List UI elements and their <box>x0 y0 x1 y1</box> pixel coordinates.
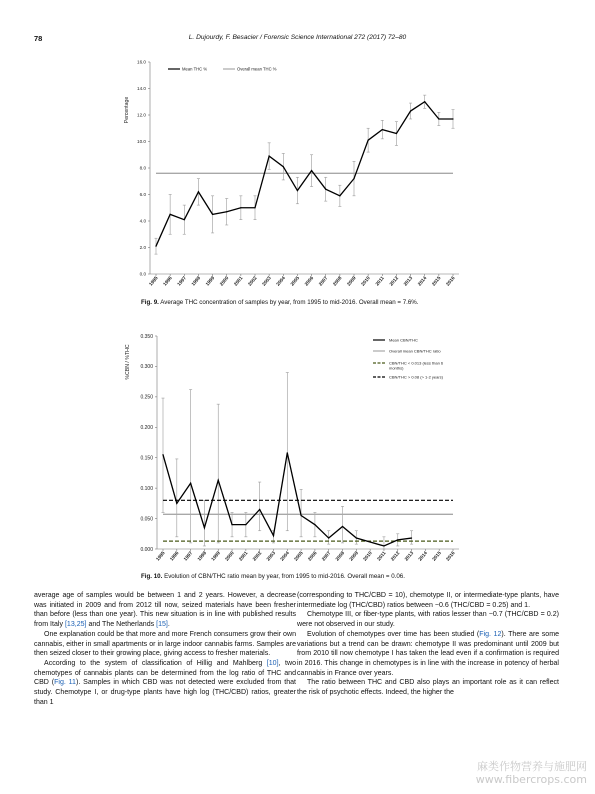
figure-9-caption-text: Average THC concentration of samples by year, from 1995 to mid-2016. Overall mean = 7.6%. <box>160 299 419 306</box>
x-tick-label: 1996 <box>169 551 181 563</box>
x-tick-label: 2013 <box>404 551 416 563</box>
x-tick-label: 2007 <box>321 551 333 563</box>
y-tick-label: 16.0 <box>137 59 146 65</box>
data-point <box>339 195 340 196</box>
y-tick-label: 10.0 <box>137 139 146 145</box>
data-point <box>269 155 270 156</box>
y-tick-label: 0.150 <box>140 455 153 462</box>
x-tick-label: 2012 <box>389 276 400 288</box>
running-title: L. Dujourdy, F. Besacier / Forensic Science International 272 (2017) 72–80 <box>188 34 407 41</box>
legend-label: CBN/THC < 0.013 (less than 6 months) <box>389 360 444 371</box>
x-tick-label: 2014 <box>418 551 429 563</box>
paragraph <box>34 659 296 708</box>
data-point <box>311 170 312 171</box>
x-tick-label: 2005 <box>293 551 305 563</box>
legend-label: Mean THC % <box>182 66 208 72</box>
x-tick-label: 1998 <box>191 276 202 288</box>
watermark-line-1: 麻类作物营养与施肥网 <box>477 760 587 773</box>
data-point <box>170 214 171 215</box>
data-point <box>410 110 411 111</box>
paragraph-text: (corresponding to THC/CBD = 10), chemotype II, or intermediate-type plants, have intermediate log (THC/CBD) ratios between −0.6 (THC/CBD = 0.25) and 1. <box>297 592 559 609</box>
watermark <box>437 760 587 786</box>
y-tick-label: 0.300 <box>140 364 153 371</box>
y-tick-label: 12.0 <box>137 112 146 118</box>
figure-10-label: Fig. 10. <box>141 573 163 580</box>
paragraph-text: average age of samples would be between 1 and 2 years. However, a decrease was initiated in 2009 and from 2012 till now, seized materials have been fresher than before (less than one year). This new situation is in line with published results from Italy <box>34 592 296 629</box>
x-tick-label: 2015 <box>432 551 443 563</box>
x-tick-label: 2007 <box>318 276 330 288</box>
paragraph-text: ). Samples in which CBD was not detected were excluded from that study. Chemotype I, or drug-type plants have high log (THC/CBD) ratios, greater than 1 <box>34 679 296 706</box>
x-tick-label: 1997 <box>177 276 188 288</box>
data-point <box>325 189 326 190</box>
figure-9-caption <box>141 299 419 306</box>
data-point <box>226 211 227 212</box>
citation-link[interactable]: [10] <box>266 659 279 667</box>
x-tick-label: 1996 <box>162 276 174 288</box>
y-tick-label: 0.200 <box>140 425 153 432</box>
y-tick-label: 14.0 <box>137 86 146 92</box>
x-tick-label: 2011 <box>376 551 388 563</box>
x-tick-label: 2000 <box>224 551 236 563</box>
data-point <box>297 190 298 191</box>
citation-link[interactable]: Fig. 12 <box>479 630 502 638</box>
y-tick-label: 0.250 <box>140 394 153 401</box>
x-tick-label: 2016 <box>445 551 457 563</box>
x-tick-label: 2004 <box>276 276 287 288</box>
legend-label: Mean CBN/THC <box>389 337 418 343</box>
y-tick-label: 6.0 <box>139 192 146 198</box>
paragraph-text: The ratio between THC and CBD also plays an important role as it can reflect the risk of psychotic effects. Indeed, the higher the <box>297 679 559 697</box>
x-tick-label: 2008 <box>332 276 344 288</box>
x-tick-label: 2002 <box>247 276 259 288</box>
data-point <box>368 140 369 141</box>
y-tick-label: 4.0 <box>139 218 146 224</box>
x-tick-label: 2000 <box>219 276 231 288</box>
x-tick-label: 2009 <box>349 551 360 563</box>
x-tick-label: 1999 <box>205 276 217 288</box>
page-number: 78 <box>34 34 43 43</box>
x-tick-label: 2001 <box>233 276 245 288</box>
data-point <box>382 129 383 130</box>
x-tick-label: 2016 <box>445 276 457 288</box>
citation-link[interactable]: Fig. 11 <box>54 679 76 687</box>
x-tick-label: 2003 <box>266 551 278 563</box>
y-tick-label: 0.350 <box>140 333 153 340</box>
data-point <box>254 207 255 208</box>
paragraph <box>297 610 559 629</box>
x-tick-label: 2006 <box>307 551 319 563</box>
data-point <box>353 178 354 179</box>
y-tick-label: 0.0 <box>139 271 146 277</box>
paragraph-text: According to the system of classification of Hillig and Mahlberg <box>44 659 267 667</box>
legend-label: Overall mean CBN/THC ratio <box>389 348 441 354</box>
data-point <box>155 246 156 247</box>
body-right-column <box>297 591 559 698</box>
data-point <box>212 214 213 215</box>
paragraph <box>297 678 559 697</box>
x-tick-label: 2003 <box>261 276 273 288</box>
x-tick-label: 1998 <box>197 551 208 563</box>
paragraph-text: and The Netherlands <box>86 621 157 629</box>
figure-9-label: Fig. 9. <box>141 299 159 306</box>
data-point <box>283 166 284 167</box>
figure-10-caption-text: Evolution of CBN/THC ratio mean by year, from 1995 to mid-2016. Overall mean = 0.06. <box>164 573 405 580</box>
x-tick-label: 2009 <box>346 276 358 288</box>
x-tick-label: 2005 <box>290 276 301 288</box>
paragraph-text: , two chemotypes of cannabis plants can be determined from the log ratio of THC and CBD ( <box>34 659 297 687</box>
x-tick-label: 2001 <box>238 551 250 563</box>
paragraph <box>297 630 559 679</box>
citation-link[interactable]: [13,25] <box>64 621 87 629</box>
paragraph-text: Chemotype III, or fiber-type plants, with ratios lesser than −0.7 (THC/CBD = 0.2) were not observed in our study. <box>297 611 559 629</box>
paragraph-text: ). There are some variations but a trend can be drawn: chemotype II was predominant until 2009 but from 2010 till now chemotype I has taken the lead even if a confirmation is required in 2016. This change in chemotypes is in line with the increase in potency of herbal cannabis in France over years. <box>297 630 559 677</box>
data-point <box>240 207 241 208</box>
citation-link[interactable]: [15] <box>156 621 168 629</box>
x-tick-label: 2012 <box>390 551 402 563</box>
paragraph <box>34 591 296 630</box>
x-tick-label: 2008 <box>335 551 347 563</box>
x-tick-label: 2013 <box>403 276 415 288</box>
paragraph-text: Evolution of chemotypes over time has been studied ( <box>307 630 480 638</box>
x-tick-label: 1995 <box>155 551 167 563</box>
x-tick-label: 2011 <box>375 276 386 288</box>
data-point <box>184 219 185 220</box>
legend-label: Overall mean THC % <box>237 66 277 72</box>
data-point <box>438 118 439 119</box>
x-tick-label: 1995 <box>148 276 160 288</box>
x-tick-label: 2014 <box>417 276 429 288</box>
x-tick-label: 1997 <box>183 551 195 563</box>
data-point <box>198 191 199 192</box>
y-tick-label: 0.050 <box>140 516 153 523</box>
data-point <box>396 133 397 134</box>
paragraph <box>297 591 559 610</box>
x-tick-label: 2010 <box>362 551 374 563</box>
x-tick-label: 2006 <box>304 276 316 288</box>
x-tick-label: 2010 <box>360 276 372 288</box>
y-tick-label: 8.0 <box>139 165 146 171</box>
paragraph-text: One explanation could be that more and more French consumers grow their own cannabis, either in small apartments or in large indoor cannabis farms. Samples are then seized closer to their growing place, giving access to fresher materials. <box>34 630 296 658</box>
figure-10-caption <box>141 573 405 580</box>
legend-label: CBN/THC > 0.08 (> 1-2 years) <box>389 374 444 380</box>
watermark-line-2: www.fibercrops.com <box>475 773 587 786</box>
data-point <box>424 101 425 102</box>
y-tick-label: 2.0 <box>139 245 146 251</box>
body-left-column <box>34 591 296 707</box>
x-tick-label: 2015 <box>431 276 443 288</box>
paragraph <box>34 630 296 659</box>
data-point <box>452 118 453 119</box>
paragraph-text: . <box>167 621 170 629</box>
x-tick-label: 2002 <box>252 551 264 563</box>
x-tick-label: 1999 <box>211 551 222 563</box>
y-tick-label: 0.000 <box>140 546 153 553</box>
y-axis-label: %CBN / %THC <box>125 344 131 380</box>
y-axis-label: Percentage <box>124 96 130 124</box>
x-tick-label: 2004 <box>280 551 291 563</box>
y-tick-label: 0.100 <box>140 485 153 492</box>
